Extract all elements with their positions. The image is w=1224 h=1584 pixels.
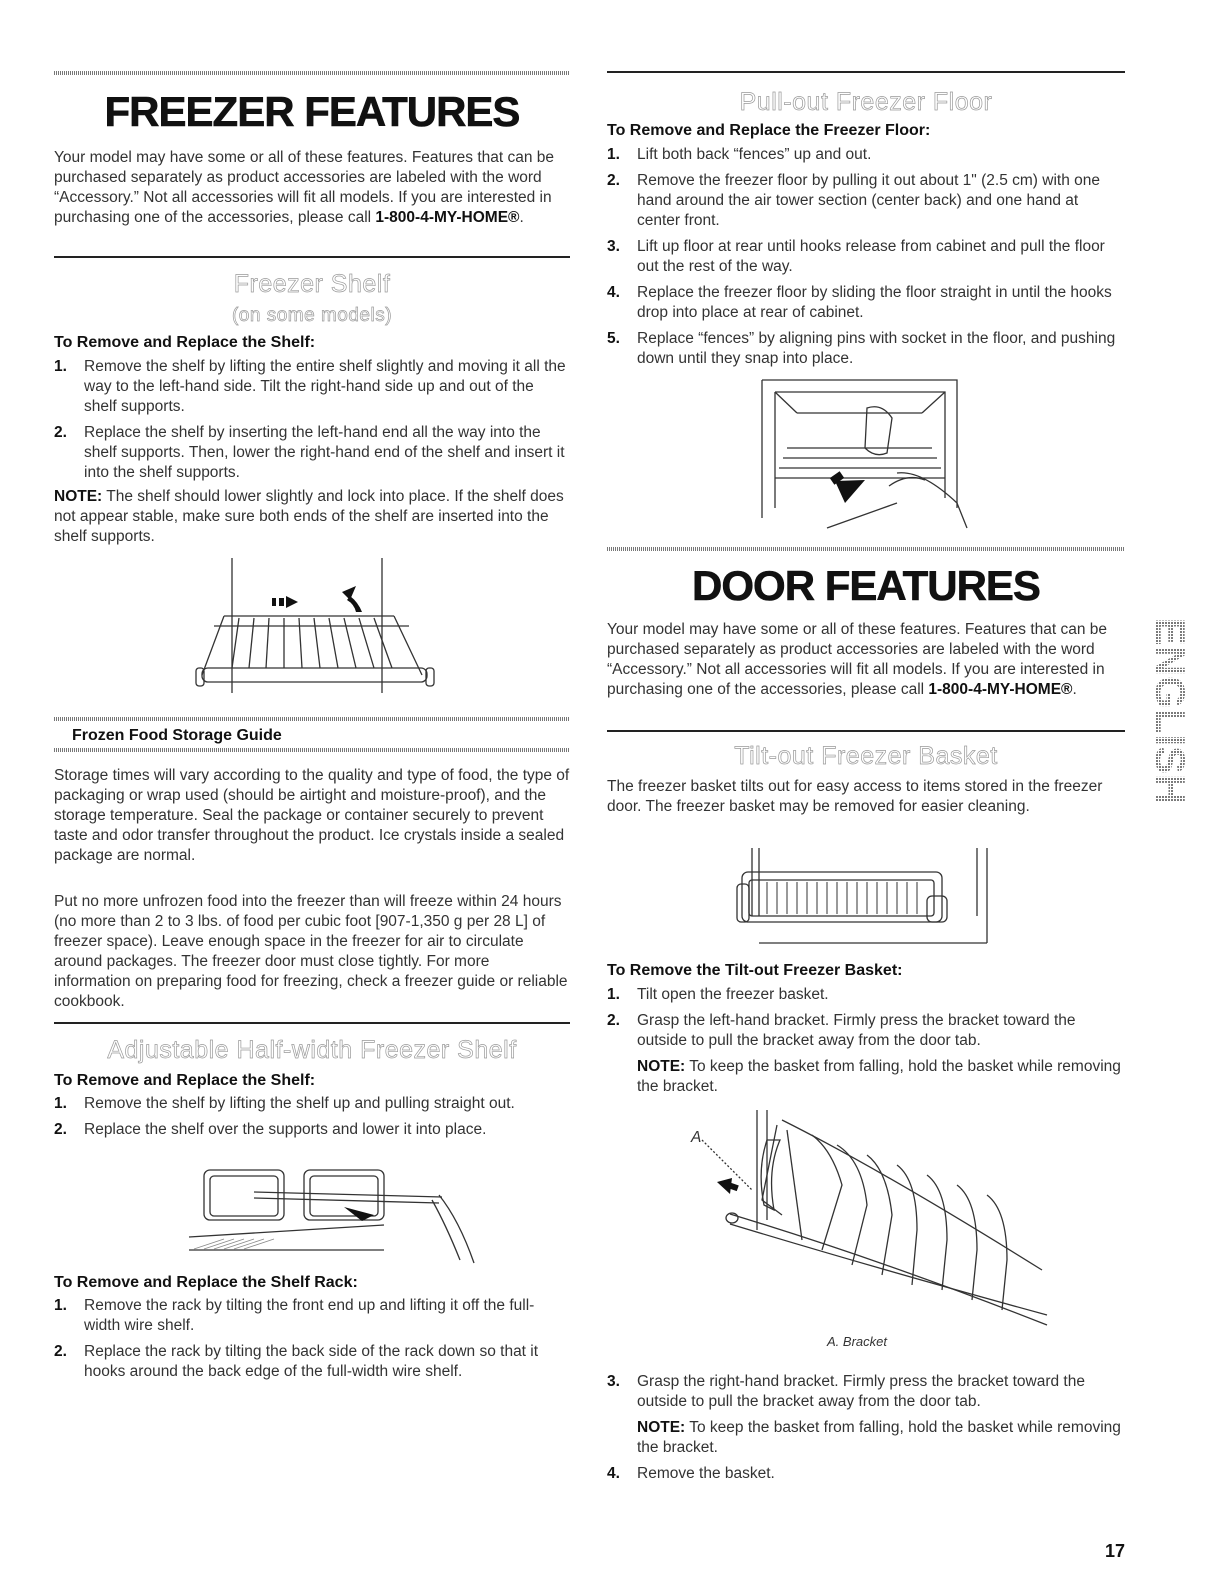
section-rule (607, 730, 1125, 732)
list-item: 3. Grasp the right-hand bracket. Firmly press the bracket toward the outside to pull the bracket away from the door tab. NOTE: To keep the basket from falling, hold the basket while removing the bracket. (607, 1372, 1125, 1458)
side-tab-text: ENGLISH (1146, 617, 1194, 805)
remove-half-shelf-subhead: To Remove and Replace the Shelf: (54, 1072, 316, 1089)
list-item: 1. Remove the rack by tilting the front end up and lifting it off the full-width wire shelf. (54, 1297, 535, 1334)
basket-note-2: NOTE: To keep the basket from falling, hold the basket while removing the bracket. (637, 1419, 1121, 1456)
bracket-caption: A. Bracket (827, 1334, 887, 1349)
list-item: 5. Replace “fences” by aligning pins with socket in the floor, and pushing down until they snap into place. (607, 330, 1116, 367)
language-side-tab (1146, 570, 1194, 852)
shelf-note: NOTE: The shelf should lower slightly and lock into place. If the shelf does not appear stable, make sure both ends of the shelf are inserted into the shelf supports. (54, 488, 564, 545)
half-shelf-heading: Adjustable Half-width Freezer Shelf (107, 1036, 517, 1064)
list-item: 1. Lift both back “fences” up and out. (607, 146, 872, 163)
list-item: 4. Remove the basket. (607, 1465, 775, 1482)
list-item: 2. Replace the shelf by inserting the left-hand end all the way into the shelf supports. Then, lower the right-hand end of the shelf and insert it into the shelf supports. (54, 424, 565, 481)
section-rule (54, 1022, 570, 1024)
list-item: 3. Lift up floor at rear until hooks release from cabinet and pull the floor out the rest of the way. (607, 238, 1105, 275)
remove-basket-subhead: To Remove the Tilt-out Freezer Basket: (607, 962, 903, 979)
basket-steps-b (607, 1372, 1125, 1490)
freezer-floor-heading: Pull-out Freezer Floor (739, 88, 993, 116)
list-item: 1. Remove the shelf by lifting the shelf up and pulling straight out. (54, 1095, 515, 1112)
section-rule (54, 256, 570, 258)
tilt-basket-heading: Tilt-out Freezer Basket (734, 742, 998, 770)
basket-steps-a (607, 985, 1125, 1103)
freezer-shelf-subheading: (on some models) (231, 305, 393, 326)
basket-intro: The freezer basket tilts out for easy access to items stored in the freezer door. The freezer basket may be removed for easier cleaning. (607, 778, 1103, 815)
list-item: 1. Remove the shelf by lifting the entire shelf slightly and moving it all the way to the left-hand side. Tilt the right-hand side up and out of the shelf supports. (54, 358, 566, 415)
freezer-intro: Your model may have some or all of these features. Features that can be purchased separately as product accessories are labeled with the word “Accessory.” Not all accessories will fit all models. If you are interested in purchasing one of the accessories, please call 1-800-4-MY-HOME®. (54, 149, 555, 226)
shelf-rack-subhead: To Remove and Replace the Shelf Rack: (54, 1274, 358, 1291)
freezer-shelf-heading: Freezer Shelf (233, 270, 391, 298)
list-item: 2. Replace the rack by tilting the back side of the rack down so that it hooks around the back edge of the full-width wire shelf. (54, 1343, 539, 1380)
list-item: 2. Grasp the left-hand bracket. Firmly press the bracket toward the outside to pull the bracket away from the door tab. NOTE: To keep the basket from falling, hold the basket while removing the bracket. (607, 1011, 1125, 1097)
storage-guide-heading: Frozen Food Storage Guide (72, 727, 282, 744)
floor-steps (607, 145, 1125, 375)
list-item: 4. Replace the freezer floor by sliding the floor straight in until the hooks drop into place at rear of cabinet. (607, 284, 1112, 321)
shelf-steps (54, 357, 570, 489)
freezer-shelf-illustration (194, 558, 454, 698)
dotted-rule (54, 717, 570, 721)
door-intro: Your model may have some or all of these features. Features that can be purchased separately as product accessories are labeled with the word “Accessory.” Not all accessories will fit all models. If you are interested in purchasing one of the accessories, please call 1-800-4-MY-HOME®. (607, 621, 1108, 698)
half-shelf-illustration (184, 1165, 484, 1270)
shelf-rack-steps (54, 1296, 570, 1388)
basket-note: NOTE: To keep the basket from falling, hold the basket while removing the bracket. (637, 1058, 1121, 1095)
half-shelf-steps (54, 1094, 570, 1146)
bracket-label: A (691, 1129, 702, 1146)
page-number: 17 (1104, 1541, 1125, 1561)
basket-bracket-illustration (702, 1110, 1047, 1325)
list-item: 2. Remove the freezer floor by pulling it out about 1" (2.5 cm) with one hand around the air tower section (center back) and one hand at center front. (607, 172, 1100, 229)
dotted-rule (54, 71, 570, 75)
remove-shelf-subhead: To Remove and Replace the Shelf: (54, 334, 316, 351)
storage-guide-para1: Storage times will vary according to the quality and type of food, the type of packaging or wrap used (should be airtight and moisture-proof), and the storage temperature. Seal the package or container securely to prevent taste and odor transfer throughout the product. Ice crystals inside a sealed package are normal. (54, 767, 570, 864)
remove-floor-subhead: To Remove and Replace the Freezer Floor: (607, 122, 931, 139)
dotted-rule (54, 748, 570, 752)
dotted-rule (607, 547, 1125, 551)
list-item: 2. Replace the shelf over the supports and lower it into place. (54, 1121, 487, 1138)
freezer-basket-illustration (737, 848, 997, 946)
freezer-floor-illustration (757, 378, 977, 528)
intro-phone: 1-800-4-MY-HOME® (375, 209, 520, 226)
freezer-features-title: FREEZER FEATURES (104, 88, 520, 135)
section-rule (607, 71, 1125, 73)
list-item: 1. Tilt open the freezer basket. (607, 986, 829, 1003)
storage-guide-para2: Put no more unfrozen food into the freezer than will freeze within 24 hours (no more than 2 to 3 lbs. of food per cubic foot [907-1,350 g per 28 L] of freezer space). Leave enough space in the freezer for air to circulate around packages. The freezer door must close tightly. For more information on preparing food for freezing, check a freezer guide or reliable cookbook. (54, 893, 568, 1010)
door-features-title: DOOR FEATURES (692, 562, 1040, 609)
door-intro-phone: 1-800-4-MY-HOME® (928, 681, 1073, 698)
